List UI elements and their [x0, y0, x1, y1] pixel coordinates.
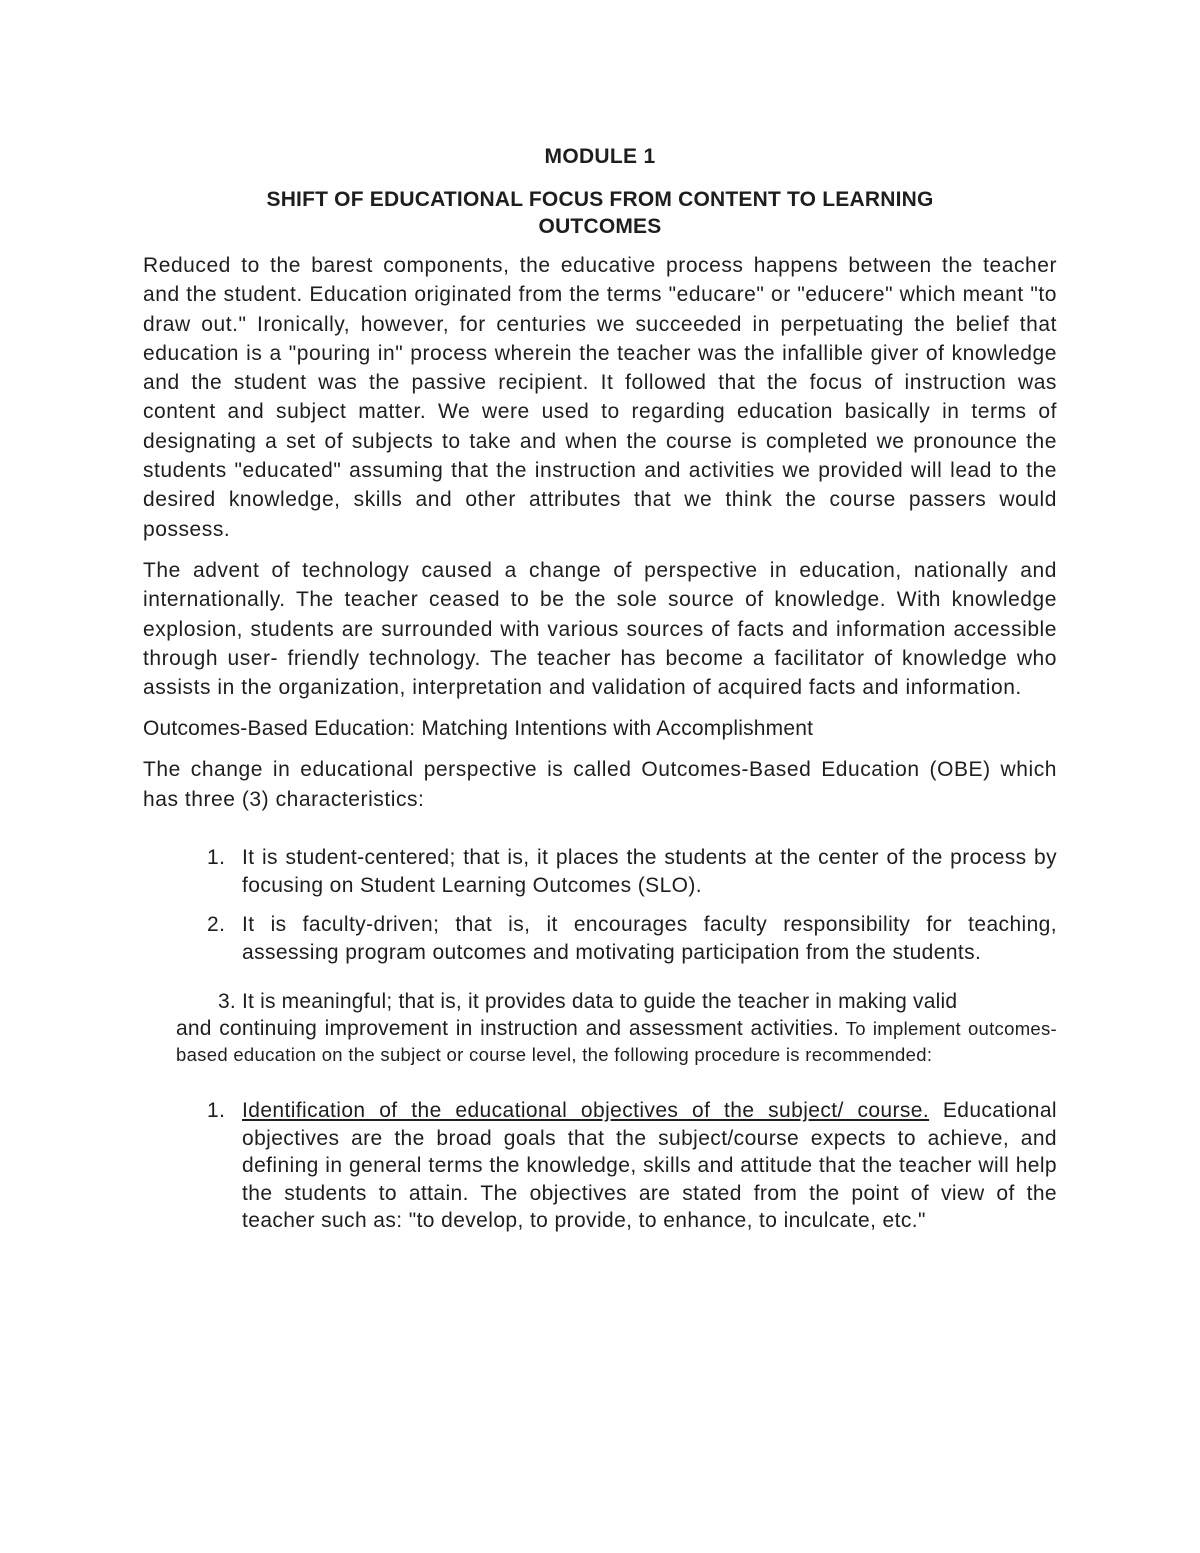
document-page [143, 140, 1057, 1247]
item3-text-line1: It is meaningful; that is, it provides data to guide the teacher in making valid [241, 990, 958, 1014]
list-item [143, 1097, 1057, 1235]
document-heading [143, 186, 1057, 240]
list-number: 1. [207, 846, 226, 870]
list-number: 1. [207, 1099, 226, 1123]
list-item-text: It is student-centered; that is, it places the students at the center of the process by focusing on Student Learning Outcomes (SLO). [242, 846, 1057, 897]
paragraph-obe: The change in educational perspective is called Outcomes-Based Education (OBE) which has three (3) characteristics: [143, 758, 1057, 811]
characteristics-list [143, 844, 1057, 966]
characteristic-item-3 [176, 988, 1057, 1016]
paragraph-technology: The advent of technology caused a change of perspective in education, nationally and internationally. The teacher ceased to be the sole source of knowledge. With knowledge explosion, students are surrounded with various sources of facts and information accessible through user- friendly technology. The teacher has become a facilitator of knowledge who assists in the organization, interpretation and validation of acquired facts and information. [143, 558, 1057, 700]
heading-line-2: OUTCOMES [538, 215, 662, 238]
implementation-text: To implement outcomes-based education on the subject or course level, the following procedure is recommended: [176, 1018, 1058, 1065]
list-item [143, 844, 1057, 899]
obe-subheading: Outcomes-Based Education: Matching Intentions with Accomplishment [143, 717, 814, 741]
paragraph-intro: Reduced to the barest components, the educative process happens between the teacher and the student. Education originated from the terms "educare" or "educere" which meant "to draw out." Ironically, however, for centuries we succeeded in perpetuating the belief that education is a "pouring in" process wherein the teacher was the infallible giver of knowledge and the student was the passive recipient. It followed that the focus of instruction was content and subject matter. We were used to regarding education basically in terms of designating a set of subjects to take and when the course is completed we pronounce the students "educated" assuming that the instruction and activities we provided will lead to the desired knowledge, skills and other attributes that we think the course passers would possess. [143, 254, 1057, 541]
procedure-text: Educational objectives are the broad goals that the subject/course expects to achieve, and defining in general terms the knowledge, skills and attitude that the teacher will help the students to attain. The objectives are stated from the point of view of the teacher such as: "to develop, to provide, to enhance, to inculcate, etc." [242, 1099, 1057, 1233]
list-item-text: It is faculty-driven; that is, it encourages faculty responsibility for teaching, assessing program outcomes and motivating participation from the students. [242, 913, 1057, 964]
list-item [143, 911, 1057, 966]
procedure-title: Identification of the educational objectives of the subject/ course. [242, 1099, 930, 1123]
list-number: 2. [207, 913, 226, 937]
procedure-list [143, 1097, 1057, 1235]
list-number: 3. [218, 990, 236, 1014]
heading-line-1: SHIFT OF EDUCATIONAL FOCUS FROM CONTENT TO LEARNING [266, 188, 934, 211]
item3-text-line2: and continuing improvement in instruction and assessment activities. [176, 1017, 840, 1041]
implementation-paragraph [176, 1016, 1057, 1067]
module-title: MODULE 1 [544, 145, 656, 168]
